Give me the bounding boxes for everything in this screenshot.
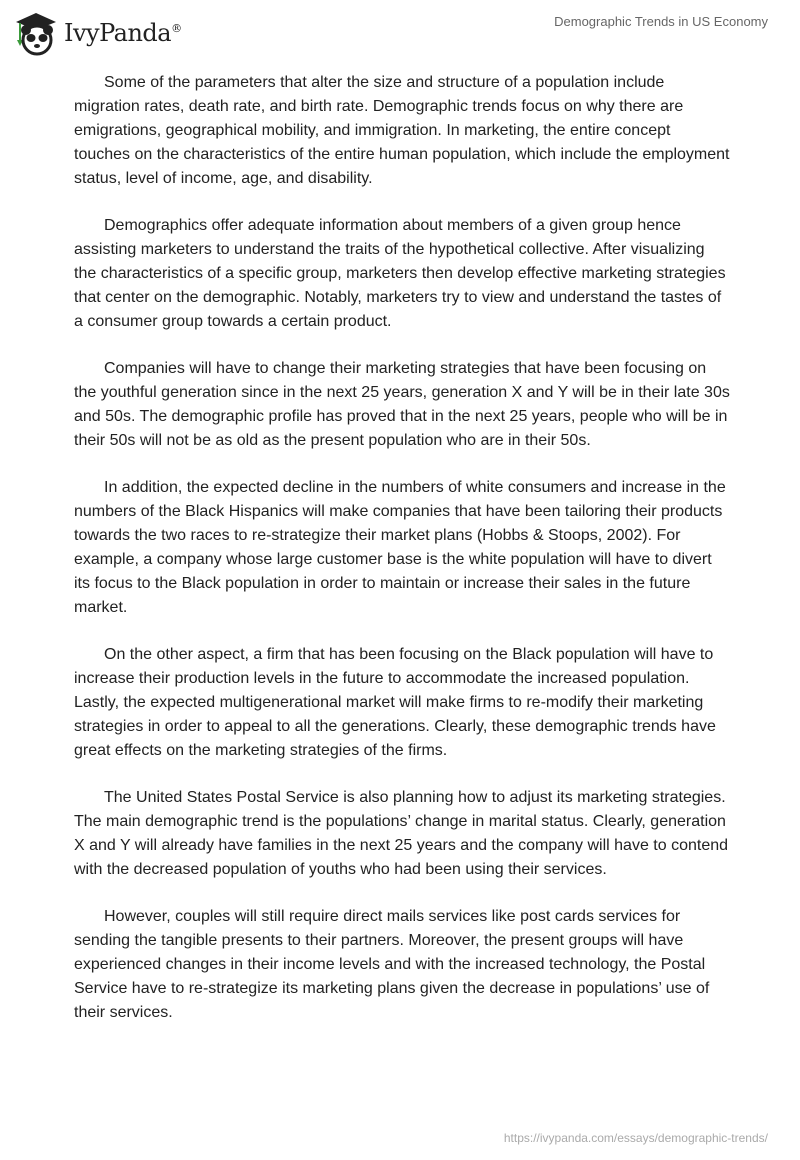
document-title: Demographic Trends in US Economy bbox=[554, 14, 768, 29]
panda-graduate-icon bbox=[14, 10, 58, 56]
paragraph: The United States Postal Service is also planning how to adjust its marketing strategies. The main demographic trend is the populations’ change in marital status. Clearly, generation X and Y will already have families in the next 25 years and the company will have to contend with the decreased population of youths who had been using their services. bbox=[74, 789, 729, 878]
brand-text: IvyPanda bbox=[64, 19, 172, 47]
paragraph: In addition, the expected decline in the numbers of white consumers and increase in the numbers of the Black Hispanics will make companies that have been tailoring their products towards the two races to re-strategize their market plans (Hobbs & Stoops, 2002). For example, a company whose large customer base is the white population will have to divert its focus to the Black population in order to maintain or increase their sales in the future market. bbox=[74, 479, 726, 616]
ivypanda-logo[interactable] bbox=[14, 10, 182, 56]
source-url[interactable]: https://ivypanda.com/essays/demographic-trends/ bbox=[503, 1131, 768, 1145]
registered-mark: ® bbox=[171, 22, 182, 35]
brand-name bbox=[64, 19, 182, 47]
essay-body bbox=[74, 71, 730, 1048]
paragraph: However, couples will still require direct mails services like post cards services for sending the tangible presents to their partners. Moreover, the present groups will have experienced changes in their income levels and with the increased technology, the Postal Service have to re-strategize its marketing plans given the decrease in populations’ use of their services. bbox=[74, 908, 710, 1021]
paragraph: Some of the parameters that alter the size and structure of a population include migration rates, death rate, and birth rate. Demographic trends focus on why there are emigrations, geographical mobility, and immigration. In marketing, the entire concept touches on the characteristics of the entire human population, which include the employment status, level of income, age, and disability. bbox=[74, 74, 730, 187]
paragraph: Demographics offer adequate information about members of a given group hence assisting marketers to understand the traits of the hypothetical collective. After visualizing the characteristics of a specific group, marketers then develop effective marketing strategies that center on the demographic. Notably, marketers try to view and understand the tastes of a consumer group towards a certain product. bbox=[74, 217, 726, 330]
paragraph: On the other aspect, a firm that has been focusing on the Black population will have to increase their production levels in the future to accommodate the increased population. Lastly, the expected multigenerational market will make firms to re-modify their marketing strategies in order to appeal to all the generations. Clearly, these demographic trends have great effects on the marketing strategies of the firms. bbox=[74, 646, 716, 759]
paragraph: Companies will have to change their marketing strategies that have been focusing on the youthful generation since in the next 25 years, generation X and Y will be in their late 30s and 50s. The demographic profile has proved that in the next 25 years, people who will be in their 50s will not be as old as the present population who are in their 50s. bbox=[74, 360, 730, 449]
